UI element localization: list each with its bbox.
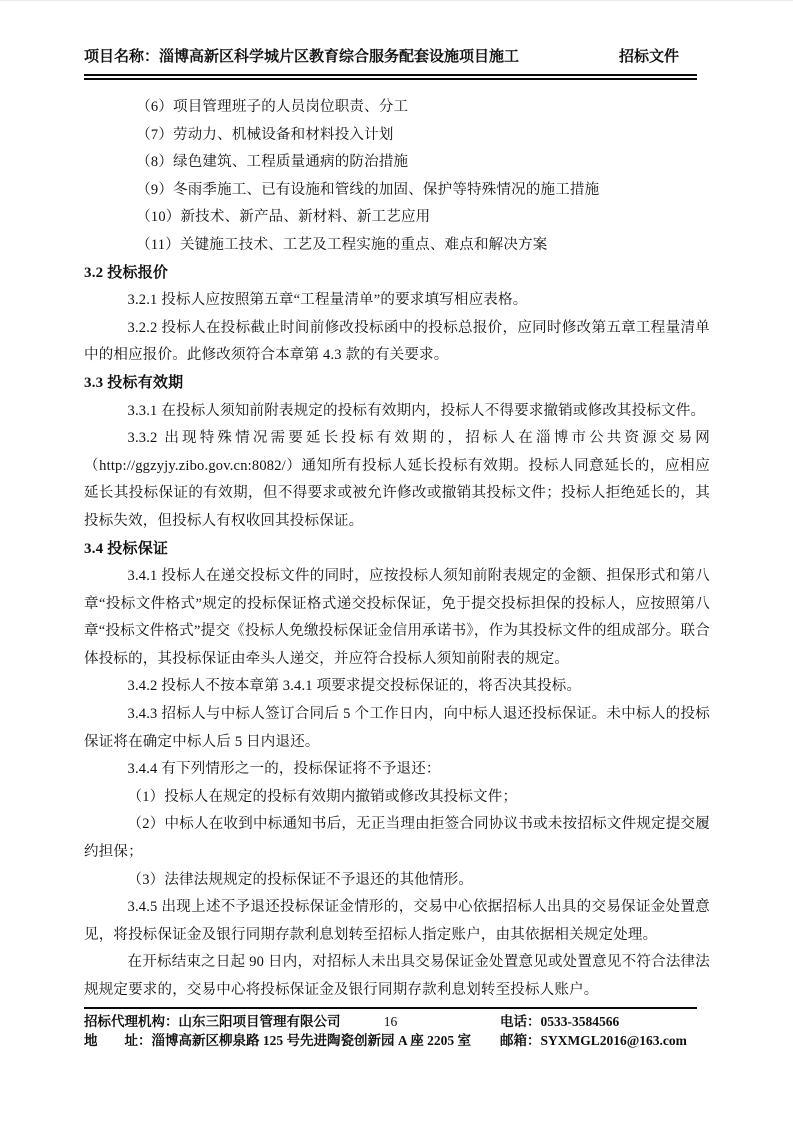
paragraph: （3）法律法规规定的投标保证不予退还的其他情形。 <box>127 871 474 888</box>
paragraph: 3.4.1 投标人在递交投标文件的同时，应按投标人须知前附表规定的金额、担保形式和第八章“投标文件格式”规定的投标保证格式递交投标保证，免于提交投标担保的投标人，应按照第八章“投标文件格式”提交《投标人免缴投标保证金信用承诺书》，作为其投标文件的组成部分。联合体投标的，其投标保证由牵头人递交，并应符合投标人须知前附表的规定。 <box>84 568 710 667</box>
paragraph: 3.4.2 投标人不按本章第 3.4.1 项要求提交投标保证的，将否决其投标。 <box>127 678 582 695</box>
paragraph: 3.4.3 招标人与中标人签订合同后 5 个工作日内，向中标人退还投标保证。未中标人的投标保证将在确定中标人后 5 日内退还。 <box>84 706 710 750</box>
agency-value: 山东三阳项目管理有限公司 <box>178 1014 341 1029</box>
list-item: （8）绿色建筑、工程质量通病的防治措施 <box>136 154 409 171</box>
project-name: 项目名称：淄博高新区科学城片区教育综合服务配套设施项目施工 <box>84 49 520 65</box>
page-header <box>84 47 697 80</box>
list-item: （10）新技术、新产品、新材料、新工艺应用 <box>136 209 431 226</box>
email-label: 邮箱： <box>500 1032 541 1048</box>
phone-value: 0533-3584566 <box>540 1014 620 1029</box>
paragraph: 3.4.5 出现上述不予退还投标保证金情形的，交易中心依据招标人出具的交易保证金处置意见，将投标保证金及银行同期存款利息划转至招标人指定账户，由其依据相关规定处理。 <box>84 899 710 943</box>
paragraph: 3.4.4 有下列情形之一的，投标保证将不予退还： <box>127 761 441 778</box>
agency-line <box>84 1013 471 1032</box>
footer-left-block <box>84 1013 471 1050</box>
header-double-rule <box>84 74 697 80</box>
paragraph: 3.3.1 在投标人须知前附表规定的投标有效期内，投标人不得要求撤销或修改其投标文件。 <box>127 402 706 419</box>
paragraph: 3.3.2 出现特殊情况需要延长投标有效期的，招标人在淄博市公共资源交易网（http://ggzyjy.zibo.gov.cn:8082/）通知所有投标人延长投标有效期。投标人同意延长的，应相应延长其投标保证的有效期，但不得要求或被允许修改或撤销其投标文件；投标人拒绝延长的，其投标失效，但投标人有权收回其投标保证。 <box>84 430 710 529</box>
address-value: 淄博高新区柳泉路 125 号先进陶瓷创新园 A 座 2205 室 <box>151 1032 472 1048</box>
phone-line <box>500 1013 687 1032</box>
page-footer <box>84 1007 697 1055</box>
paragraph: （2）中标人在收到中标通知书后，无正当理由拒签合同协议书或未按招标文件规定提交履约担保； <box>84 816 710 861</box>
footer-content <box>84 1009 697 1055</box>
section-heading: 3.2 投标报价 <box>84 264 169 281</box>
email-value: SYXMGL2016@163.com <box>540 1032 687 1048</box>
paragraph: 在开标结束之日起 90 日内，对招标人未出具交易保证金处置意见或处置意见不符合法律法规规定要求的，交易中心将投标保证金及银行同期存款利息划转至投标人账户。 <box>84 954 710 998</box>
list-item: （6）项目管理班子的人员岗位职责、分工 <box>136 99 409 115</box>
address-line <box>84 1032 471 1051</box>
agency-label: 招标代理机构： <box>84 1014 179 1029</box>
list-item: （7）劳动力、机械设备和材料投入计划 <box>136 126 394 143</box>
section-heading: 3.4 投标保证 <box>84 540 169 557</box>
section-heading: 3.3 投标有效期 <box>84 374 184 391</box>
paragraph: （1）投标人在规定的投标有效期内撤销或修改其投标文件； <box>127 788 518 805</box>
email-line <box>500 1032 687 1051</box>
list-item: （9）冬雨季施工、已有设施和管线的加固、保护等特殊情况的施工措施 <box>136 181 600 198</box>
footer-right-block <box>500 1013 687 1050</box>
paragraph: 3.2.1 投标人应按照第五章“工程量清单”的要求填写相应表格。 <box>127 292 528 309</box>
page-number: 16 <box>383 1014 398 1029</box>
header-row <box>84 47 697 67</box>
paragraph: 3.2.2 投标人在投标截止时间前修改投标函中的投标总报价，应同时修改第五章工程量清单中的相应报价。此修改须符合本章第 4.3 款的有关要求。 <box>84 319 710 364</box>
document-body <box>84 94 710 1005</box>
phone-label: 电话： <box>500 1014 541 1029</box>
address-label: 地 址： <box>84 1032 152 1048</box>
list-item: （11）关键施工技术、工艺及工程实施的重点、难点和解决方案 <box>136 236 548 253</box>
doc-type-label: 招标文件 <box>618 49 679 65</box>
